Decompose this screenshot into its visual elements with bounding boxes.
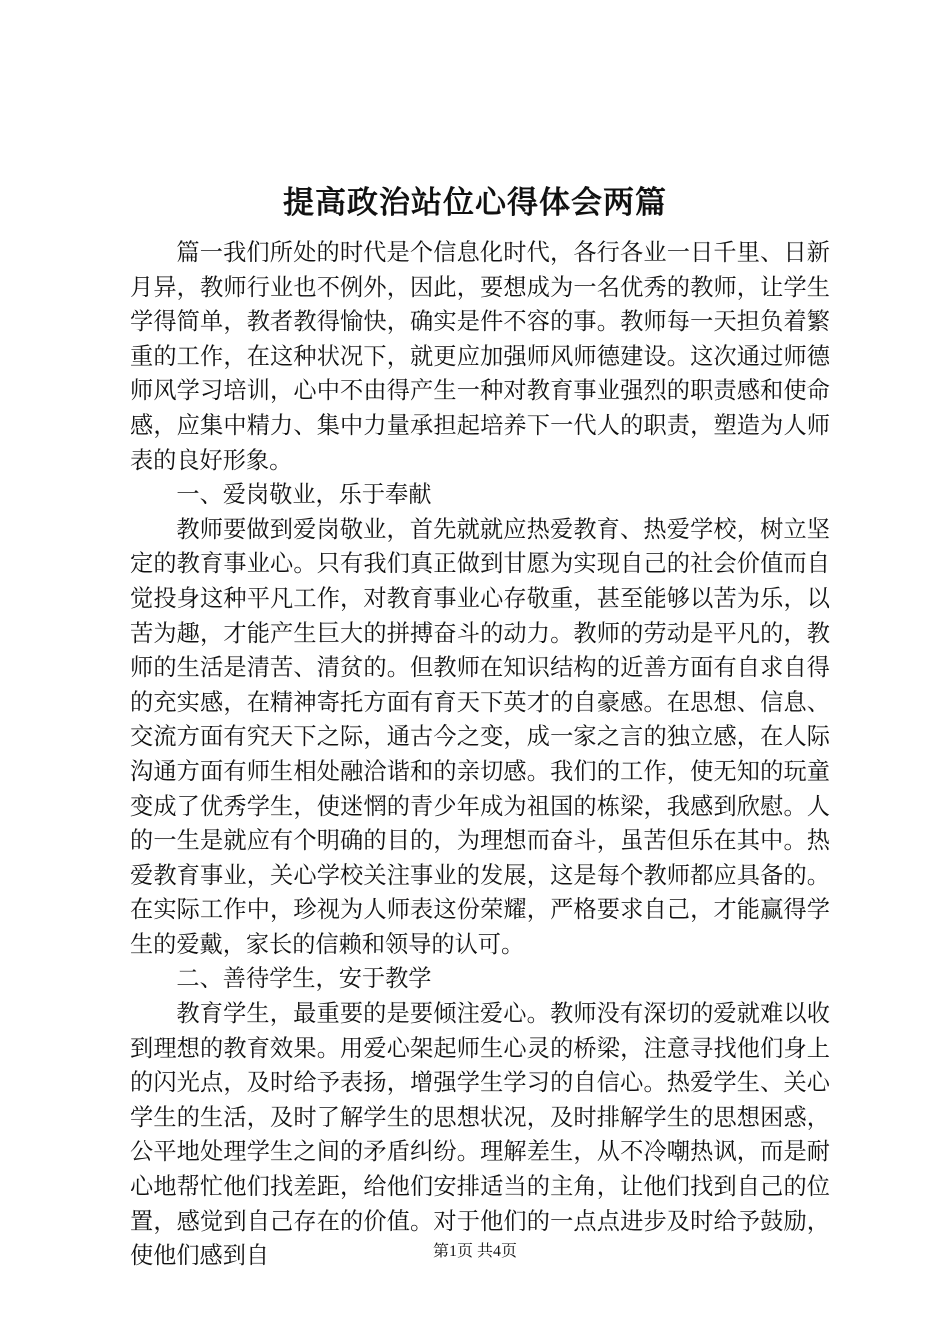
page-footer: 第1页 共4页 — [432, 1243, 517, 1260]
document-title: 提高政治站位心得体会两篇 — [283, 185, 667, 221]
document-body — [130, 236, 830, 1274]
section-heading-1: 一、爱岗敬业，乐于奉献 — [176, 481, 432, 509]
paragraph-section-2: 教育学生，最重要的是要倾注爱心。教师没有深切的爱就难以收到理想的教育效果。用爱心架起师生心灵的桥梁，注意寻找他们身上的闪光点，及时给予表扬，增强学生学习的自信心。热爱学生、关心学生的生活，及时了解学生的思想状况，及时排解学生的思想困惑，公平地处理学生之间的矛盾纠纷。理解差生，从不冷嘲热讽，而是耐心地帮忙他们找差距，给他们安排适当的主角，让他们找到自己的位置，感觉到自己存在的价值。对于他们的一点点进步及时给予鼓励，使他们感到自 — [130, 1000, 830, 1270]
section-heading-2: 二、善待学生，安于教学 — [176, 965, 432, 993]
paragraph-intro: 篇一我们所处的时代是个信息化时代，各行各业一日千里、日新月异，教师行业也不例外，因此，要想成为一名优秀的教师，让学生学得简单，教者教得愉快，确实是件不容的事。教师每一天担负着繁重的工作，在这种状况下，就更应加强师风师德建设。这次通过师德师风学习培训，心中不由得产生一种对教育事业强烈的职责感和使命感，应集中精力、集中力量承担起培养下一代人的职责，塑造为人师表的良好形象。 — [130, 239, 830, 474]
paragraph-section-1: 教师要做到爱岗敬业，首先就就应热爱教育、热爱学校，树立坚定的教育事业心。只有我们真正做到甘愿为实现自己的社会价值而自觉投身这种平凡工作，对教育事业心存敬重，甚至能够以苦为乐，以苦为趣，才能产生巨大的拼搏奋斗的动力。教师的劳动是平凡的，教师的生活是清苦、清贫的。但教师在知识结构的近善方面有自求自得的充实感，在精神寄托方面有育天下英才的自豪感。在思想、信息、交流方面有究天下之际，通古今之变，成一家之言的独立感，在人际沟通方面有师生相处融洽谐和的亲切感。我们的工作，使无知的玩童变成了优秀学生，使迷惘的青少年成为祖国的栋梁，我感到欣慰。人的一生是就应有个明确的目的，为理想而奋斗，虽苦但乐在其中。热爱教育事业，关心学校关注事业的发展，这是每个教师都应具备的。在实际工作中，珍视为人师表这份荣耀，严格要求自己，才能赢得学生的爱戴，家长的信赖和领导的认可。 — [130, 515, 830, 958]
